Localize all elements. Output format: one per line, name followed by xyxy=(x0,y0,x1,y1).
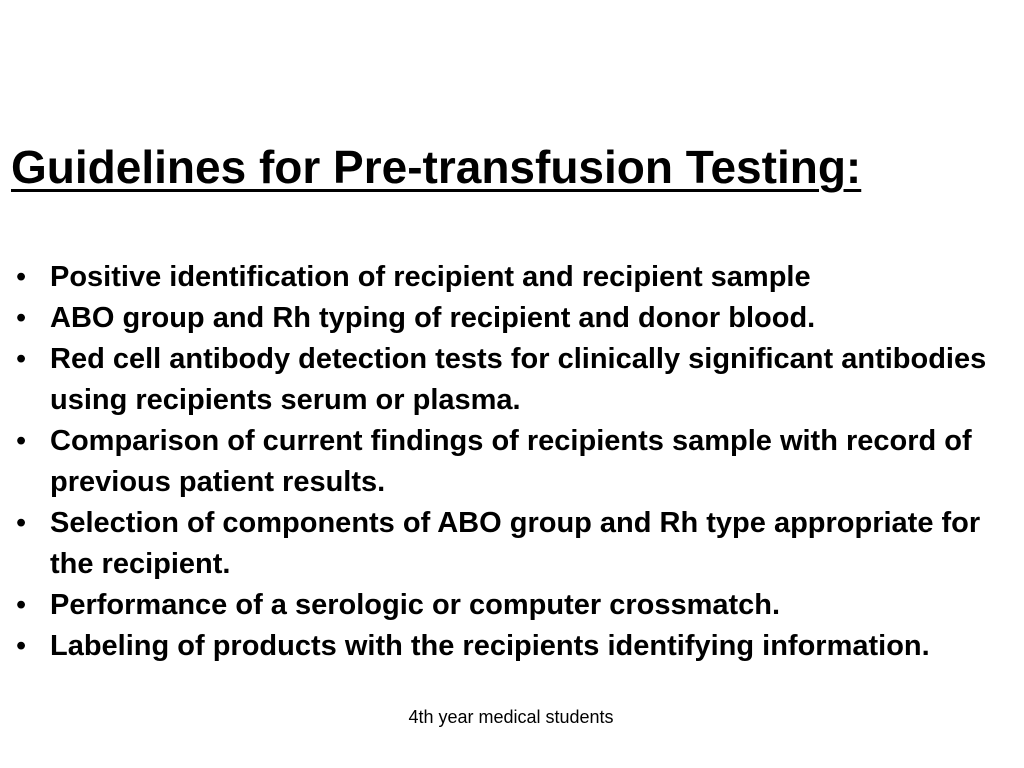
bullet-icon: • xyxy=(16,343,27,375)
bullet-icon: • xyxy=(16,589,27,621)
slide-footer xyxy=(0,706,1024,728)
guideline-item xyxy=(16,339,991,421)
bullet-icon: • xyxy=(16,425,27,457)
guideline-text: Labeling of products with the recipients identifying information. xyxy=(50,630,930,662)
guidelines-list xyxy=(16,257,991,667)
guideline-item xyxy=(16,585,991,626)
bullet-icon: • xyxy=(16,261,27,293)
guideline-text: ABO group and Rh typing of recipient and donor blood. xyxy=(50,302,816,334)
bullet-icon: • xyxy=(16,302,27,334)
slide-title: Guidelines for Pre-transfusion Testing: xyxy=(11,141,862,193)
guideline-item xyxy=(16,257,991,298)
bullet-icon: • xyxy=(16,630,27,662)
guideline-text: Comparison of current findings of recipients sample with record of previous patient results. xyxy=(50,425,972,498)
guideline-text: Positive identification of recipient and recipient sample xyxy=(50,261,811,293)
guideline-text: Red cell antibody detection tests for clinically significant antibodies using recipients serum or plasma. xyxy=(50,343,987,416)
guideline-item xyxy=(16,626,991,667)
bullet-icon: • xyxy=(16,507,27,539)
guideline-item xyxy=(16,298,991,339)
guideline-text: Performance of a serologic or computer crossmatch. xyxy=(50,589,781,621)
guideline-item xyxy=(16,503,991,585)
footer-text: 4th year medical students xyxy=(408,707,614,727)
guideline-text: Selection of components of ABO group and Rh type appropriate for the recipient. xyxy=(50,507,981,580)
guideline-item xyxy=(16,421,991,503)
